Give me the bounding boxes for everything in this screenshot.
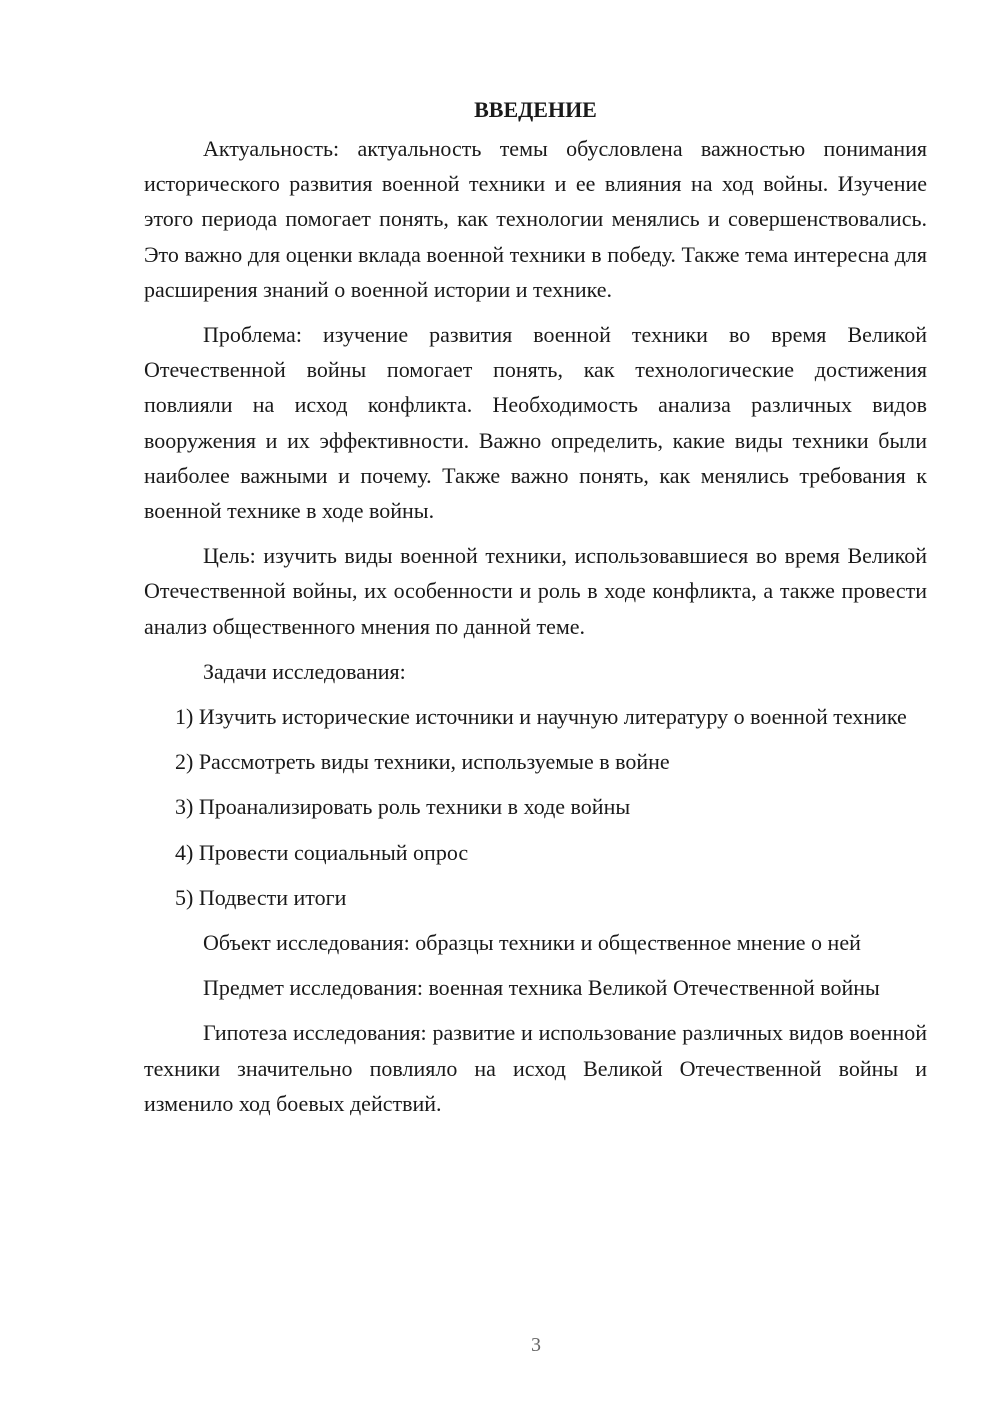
object-paragraph: Объект исследования: образцы техники и общественное мнение о ней xyxy=(203,930,861,956)
section-heading: ВВЕДЕНИЕ xyxy=(474,97,597,122)
task-item-3: 3) Проанализировать роль техники в ходе войны xyxy=(175,794,631,820)
task-item-5: 5) Подвести итоги xyxy=(175,884,347,910)
tasks-heading: Задачи исследования: xyxy=(203,658,406,684)
document-page xyxy=(144,92,927,1121)
subject-paragraph: Предмет исследования: военная техника Великой Отечественной войны xyxy=(203,975,880,1001)
goal-paragraph: Цель: изучить виды военной техники, использовавшиеся во время Великой Отечественной войны, их особенности и роль в ходе конфликта, а также провести анализ общественного мнения по данной теме. xyxy=(144,543,927,639)
page-number: 3 xyxy=(531,1334,541,1356)
task-item-1: 1) Изучить исторические источники и научную литературу о военной технике xyxy=(175,704,907,730)
problem-paragraph: Проблема: изучение развития военной техники во время Великой Отечественной войны помогает понять, как технологические достижения повлияли на исход конфликта. Необходимость анализа различных видов вооружения и их эффективности. Важно определить, какие виды техники были наиболее важными и почему. Также важно понять, как менялись требования к военной технике в ходе войны. xyxy=(144,322,927,524)
task-item-2: 2) Рассмотреть виды техники, используемые в войне xyxy=(175,749,670,775)
task-item-4: 4) Провести социальный опрос xyxy=(175,839,469,865)
hypothesis-paragraph: Гипотеза исследования: развитие и использование различных видов военной техники значительно повлияло на исход Великой Отечественной войны и изменило ход боевых действий. xyxy=(144,1020,927,1116)
relevance-paragraph: Актуальность: актуальность темы обусловлена важностью понимания исторического развития военной техники и ее влияния на ход войны. Изучение этого периода помогает понять, как технологии менялись и совершенствовались. Это важно для оценки вклада военной техники в победу. Также тема интересна для расширения знаний о военной истории и технике. xyxy=(144,136,927,302)
